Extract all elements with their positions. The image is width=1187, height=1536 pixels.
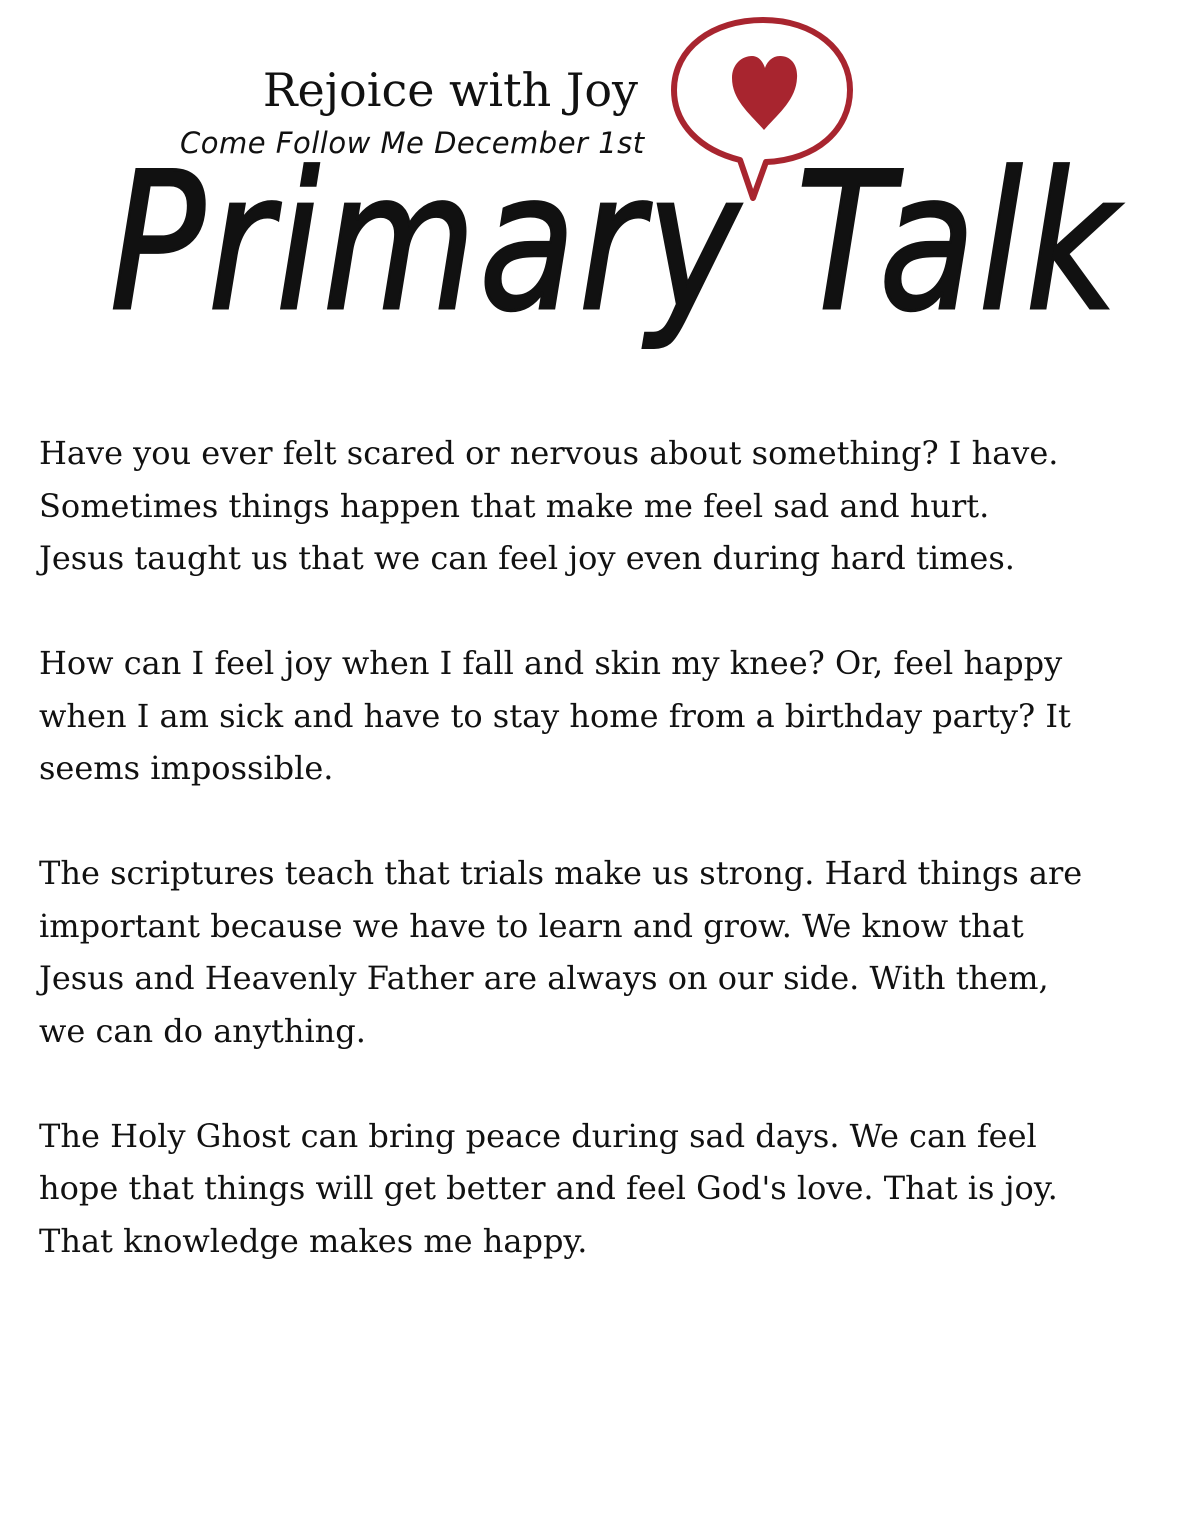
talk-tagline: Come Follow Me December 1st — [180, 126, 645, 160]
page-header — [0, 0, 1187, 380]
text-line: we can do anything. — [39, 1011, 366, 1050]
text-line: Sometimes things happen that make me feel sad and hurt. — [39, 486, 990, 525]
text-line: Jesus taught us that we can feel joy even during hard times. — [39, 539, 1015, 577]
talk-title — [100, 140, 1130, 380]
talk-title-text: Primary Talk — [110, 140, 1123, 353]
text-line: Jesus and Heavenly Father are always on our side. With them, — [39, 959, 1049, 997]
text-line: seems impossible. — [39, 749, 334, 787]
text-line: important because we have to learn and grow. We know that — [39, 906, 1024, 945]
text-line: The Holy Ghost can bring peace during sad days. We can feel — [39, 1116, 1037, 1155]
talk-body — [39, 427, 1164, 1267]
text-line: hope that things will get better and feel God's love. That is joy. — [39, 1169, 1058, 1207]
text-line: That knowledge makes me happy. — [39, 1221, 588, 1260]
talk-subtitle: Rejoice with Joy — [262, 63, 638, 117]
text-line: The scriptures teach that trials make us strong. Hard things are — [39, 854, 1083, 892]
text-line: when I am sick and have to stay home from a birthday party? It — [39, 696, 1071, 735]
paragraph — [39, 1110, 1164, 1268]
text-line: Have you ever felt scared or nervous about something? I have. — [39, 434, 1059, 472]
paragraph — [39, 427, 1164, 585]
paragraph — [39, 847, 1164, 1057]
paragraph — [39, 637, 1164, 795]
text-line: How can I feel joy when I fall and skin my knee? Or, feel happy — [39, 644, 1063, 682]
